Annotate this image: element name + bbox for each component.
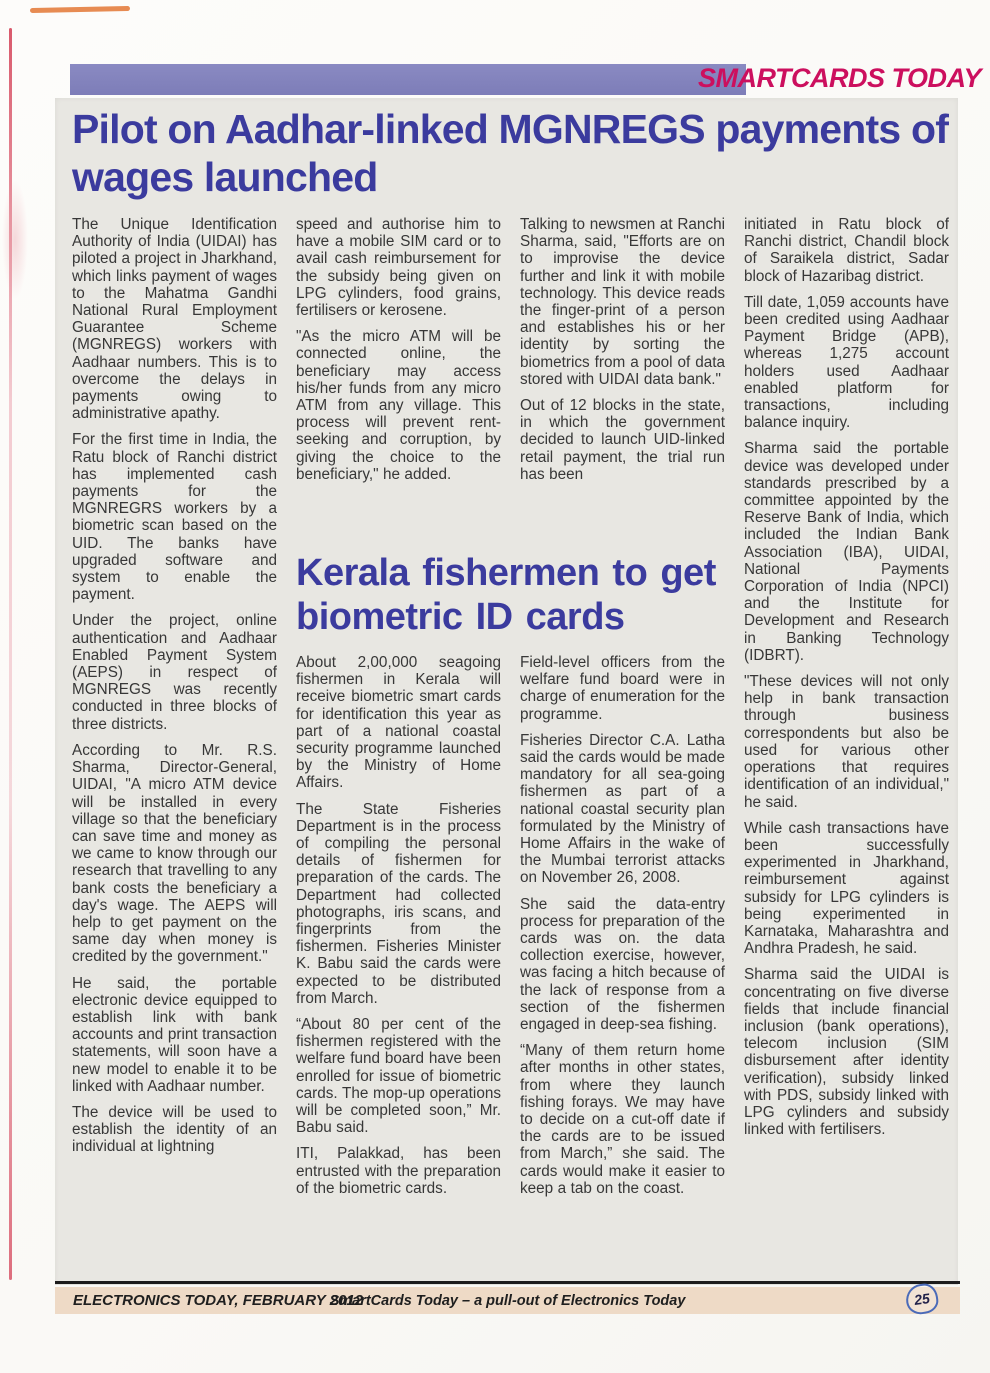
column-layout: [72, 216, 950, 1206]
paragraph: The device will be used to establish the identity of an individual at lightning: [72, 1103, 277, 1156]
paragraph: Out of 12 blocks in the state, in which the government decided to launch UID-linked retail payment, the trial run has been: [520, 397, 725, 483]
article1-column-1: [72, 216, 277, 1206]
article1-column-2: [296, 216, 501, 547]
paragraph: He said, the portable electronic device equipped to establish link with bank accounts and print transaction statements, will soon have a new model to enable it to be linked with Aadhaar number.: [72, 974, 277, 1095]
paragraph: Sharma said the UIDAI is concentrating on five diverse fields that include financial inclusion (bank operations), telecom inclusion (SIM disbursement after identity verification), subsidy linked with PDS, subsidy linked with LPG cylinders and subsidy linked with fertilisers.: [744, 966, 949, 1139]
masthead-bar: [70, 64, 746, 95]
paragraph: “About 80 per cent of the fishermen registered with the welfare fund board have been enrolled for issue of biometric cards. The mop-up operations will be completed soon,” Mr. Babu said.: [296, 1016, 501, 1137]
paragraph: About 2,00,000 seagoing fishermen in Kerala will receive biometric smart cards for identification this year as part of a national coastal security programme launched by the Ministry of Home Affairs.: [296, 654, 501, 792]
footer-strip: [55, 1287, 960, 1314]
paragraph: She said the data-entry process for preparation of the cards was on. the data collection exercise, however, was facing a hitch because of the lack of response from a section of the fishermen engaged in deep-sea fishing.: [520, 895, 725, 1034]
paragraph: Under the project, online authentication and Aadhaar Enabled Payment System (AEPS) in respect of MGNREGS was recently conducted in three blocks of three districts.: [72, 612, 277, 733]
paragraph: Talking to newsmen at Ranchi Sharma, said, "Efforts are on to improvise the device further and link it with mobile technology. This device reads the finger-print of a person and establishes his or her identity by sorting the biometrics from a pool of data stored with UIDAI data bank.": [520, 216, 725, 388]
footer-publication-date: ELECTRONICS TODAY, FEBRUARY 2012: [73, 1292, 364, 1309]
scan-pen-streak: [30, 6, 130, 13]
article2-column-1: [296, 646, 501, 1206]
paragraph: For the first time in India, the Ratu block of Ranchi district has implemented cash payments for the MGNREGRS workers by a biometric scan based on the UID. The banks have upgraded software and system to enable the payment.: [72, 431, 277, 604]
scan-smudge: [2, 180, 28, 300]
paragraph: The State Fisheries Department is in the process of compiling the personal details of fishermen for preparation of the cards. The Department had collected photographs, iris scans, and fingerprints from the fishermen. Fisheries Minister K. Babu said the cards were expected to be distributed from March.: [296, 800, 501, 1007]
page-number-pen-circle: 25: [904, 1282, 940, 1316]
paragraph: “Many of them return home after months in other states, from where they launch fishing forays. We may have to decide on a cut-off date if the cards are to be issued from March,” she said. The cards would make it easier to keep a tab on the coast.: [520, 1042, 725, 1197]
paragraph: initiated in Ratu block of Ranchi district, Chandil block of Saraikela district, Sadar block of Hazaribag district.: [744, 216, 949, 285]
paragraph: Field-level officers from the welfare fund board were in charge of enumeration for the programme.: [520, 654, 725, 723]
paragraph: speed and authorise him to have a mobile SIM card or to avail cash reimbursement for the subsidy being given on LPG cylinders, food grains, fertilisers or kerosene.: [296, 216, 501, 320]
article1-column-4: [744, 216, 949, 1206]
paragraph: "These devices will not only help in bank transaction through business correspondents but also be used for various other operations that requires identification of an individual," he said.: [744, 673, 949, 811]
footer-center-text: SmartCards Today – a pull-out of Electronics Today: [329, 1292, 686, 1309]
paragraph: ITI, Palakkad, has been entrusted with the preparation of the biometric cards.: [296, 1145, 501, 1197]
footer-rule: [55, 1281, 960, 1284]
article1-column-3: [520, 216, 725, 547]
paragraph: While cash transactions have been successfully experimented in Jharkhand, reimbursement against subsidy for LPG cylinders is being experimented in Karnataka, Maharashtra and Andhra Pradesh, he said.: [744, 819, 949, 958]
article1-headline: Pilot on Aadhar-linked MGNREGS payments of wages launched: [72, 106, 949, 200]
article2-column-2: [520, 646, 725, 1206]
paragraph: Fisheries Director C.A. Latha said the cards would be made mandatory for all sea-going fishermen as part of a national coastal security plan formulated by the Ministry of Home Affairs in the wake of the Mumbai terrorist attacks on November 26, 2008.: [520, 731, 725, 887]
paragraph: Till date, 1,059 accounts have been credited using Aadhaar Payment Bridge (APB), whereas 1,275 account holders used Aadhaar enabled platform for transactions, including balance inquiry.: [744, 293, 949, 432]
article2-headline: Kerala fishermen to get biometric ID cards: [296, 552, 716, 639]
paragraph: According to Mr. R.S. Sharma, Director-General, UIDAI, "A micro ATM device will be installed in every village so that the beneficiary can save time and money as we came to know through our research that travelling to any bank costs the beneficiary a day's wage. The AEPS will help to get payment on the same day when money is credited by the government.": [72, 741, 277, 966]
paragraph: Sharma said the portable device was developed under standards prescribed by a committee appointed by the Reserve Bank of India, which included the Indian Bank Association (IBA), UIDAI, National Payments Corporation of India (NPCI) and the Institute for Development and Research in Banking Technology (IDBRT).: [744, 440, 949, 664]
masthead-title: SMARTCARDS TODAY: [698, 63, 982, 93]
paragraph: "As the micro ATM will be connected online, the beneficiary may access his/her funds from any micro ATM from any village. This process will prevent rent-seeking and corruption, by giving the choice to the beneficiary," he added.: [296, 328, 501, 483]
paragraph: The Unique Identification Authority of India (UIDAI) has piloted a project in Jharkhand, which links payment of wages to the Mahatma Gandhi National Rural Employment Guarantee Scheme (MGNREGS) workers with Aadhaar numbers. This is to overcome the delays in payments owing to administrative apathy.: [72, 216, 277, 423]
